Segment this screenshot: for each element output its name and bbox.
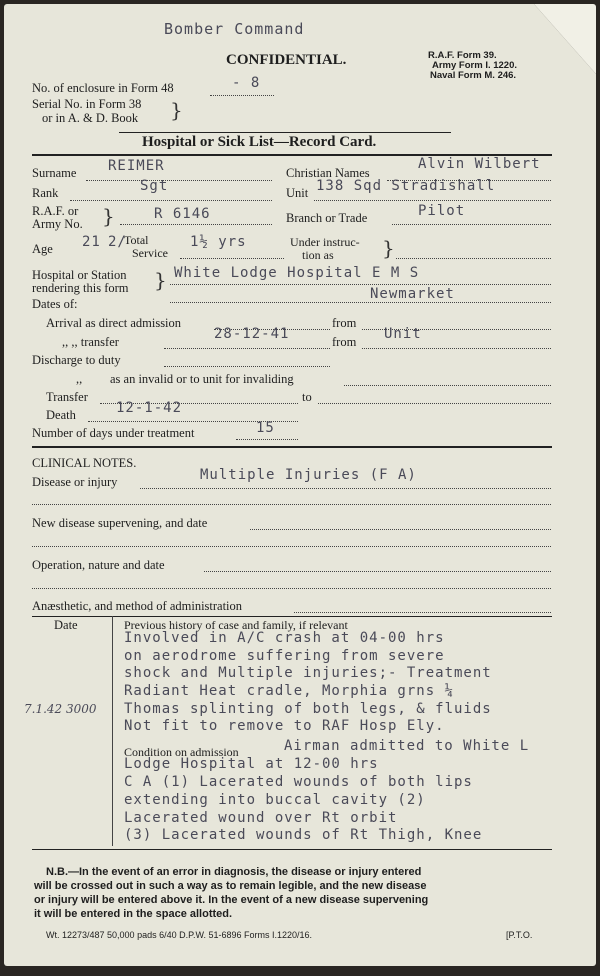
service-label: Service — [132, 246, 168, 260]
transfer2-label: Transfer — [46, 390, 88, 404]
disease-label: Disease or injury — [32, 475, 118, 489]
surname-value: REIMER — [108, 158, 165, 174]
printer-imprint: Wt. 12273/487 50,000 pads 6/40 D.P.W. 51-6896 Forms I.1220/16. — [46, 930, 313, 940]
nb-line-1: N.B.—In the event of an error in diagnosis, the disease or injury entered — [46, 866, 422, 878]
anaesthetic-label: Anæsthetic, and method of administration — [32, 599, 243, 613]
naval-form-no: Naval Form M. 246. — [430, 70, 517, 81]
hospital-value: White Lodge Hospital E M S — [174, 265, 420, 281]
age-label: Age — [32, 242, 53, 256]
branch-label: Branch or Trade — [286, 211, 368, 225]
christian-names-label: Christian Names — [286, 166, 370, 180]
enclosure-value: - 8 — [232, 75, 261, 91]
history-line-1: Involved in A/C crash at 04-00 hrs — [124, 630, 445, 646]
serial-label: Serial No. in Form 38 — [32, 97, 142, 111]
history-label: Previous history of case and family, if relevant — [124, 618, 348, 632]
condition-line-1: Airman admitted to White L — [284, 738, 530, 754]
date-column-label: Date — [54, 618, 78, 632]
condition-line-6: (3) Lacerated wounds of Rt Thigh, Knee — [124, 827, 483, 843]
transfer-from-label: from — [332, 335, 357, 349]
bomber-command-stamp: Bomber Command — [164, 20, 305, 38]
days-label: Number of days under treatment — [32, 426, 195, 440]
total-service-label: Total — [124, 233, 149, 247]
card-title: Hospital or Sick List—Record Card. — [142, 134, 377, 150]
margin-note: 7.1.42 3000 — [24, 702, 97, 716]
condition-line-2: Lodge Hospital at 12-00 hrs — [124, 756, 379, 772]
history-line-4: Radiant Heat cradle, Morphia grns ¼ — [124, 683, 455, 699]
history-line-6: Not fit to remove to RAF Hosp Ely. — [124, 718, 445, 734]
invalid-marks: ,, — [76, 372, 83, 386]
rank-value: Sgt — [140, 178, 169, 194]
age-value: 21 — [82, 234, 101, 250]
confidential-heading: CONFIDENTIAL. — [226, 52, 347, 68]
army-no-label: Army No. — [32, 217, 83, 231]
raf-no-label: R.A.F. or — [32, 204, 79, 218]
nb-line-3: or injury will be entered above it. In the event of a new disease supervening — [34, 894, 429, 906]
service-value: 1½ yrs — [190, 234, 247, 250]
transfer-from-value: Unit — [384, 326, 422, 342]
disease-value: Multiple Injuries (F A) — [200, 467, 417, 483]
unit-value: 138 Sqd Stradishall — [316, 178, 496, 194]
discharge-label: Discharge to duty — [32, 353, 121, 367]
invalid-label: as an invalid or to unit for invaliding — [110, 372, 294, 386]
christian-names-value: Alvin Wilbert — [418, 156, 541, 172]
surname-label: Surname — [32, 166, 77, 180]
service-prefix: 2/ — [108, 234, 127, 250]
condition-line-4: extending into buccal cavity (2) — [124, 792, 426, 808]
arrival-from-label: from — [332, 316, 357, 330]
instruction-label: Under instruc- — [290, 235, 360, 249]
instruction-label-2: tion as — [302, 248, 334, 262]
to-label: to — [302, 390, 312, 404]
condition-line-3: C A (1) Lacerated wounds of both lips — [124, 774, 473, 790]
days-value: 15 — [256, 420, 275, 436]
serial-label-2: or in A. & D. Book — [42, 111, 139, 125]
enclosure-label: No. of enclosure in Form 48 — [32, 81, 174, 95]
history-line-3: shock and Multiple injuries;- Treatment — [124, 665, 492, 681]
death-date: 12-1-42 — [116, 400, 183, 416]
arrival-label: Arrival as direct admission — [46, 316, 182, 330]
nb-line-4: it will be entered in the space allotted. — [34, 908, 233, 920]
dates-label: Dates of: — [32, 297, 78, 311]
nb-line-2: will be crossed out in such a way as to remain legible, and the new disease — [34, 880, 427, 892]
hospital-label-2: rendering this form — [32, 281, 129, 295]
pto-mark: [P.T.O. — [506, 930, 533, 940]
clinical-heading: CLINICAL NOTES. — [32, 456, 137, 470]
raf-no-value: R 6146 — [154, 206, 211, 222]
hospital-location: Newmarket — [370, 286, 455, 302]
unit-label: Unit — [286, 186, 309, 200]
hospital-label: Hospital or Station — [32, 268, 127, 282]
operation-label: Operation, nature and date — [32, 558, 165, 572]
history-line-5: Thomas splinting of both legs, & fluids — [124, 701, 492, 717]
death-label: Death — [46, 408, 76, 422]
transfer-label: ,, ,, transfer — [62, 335, 119, 349]
history-line-2: on aerodrome suffering from severe — [124, 648, 445, 664]
record-card: Bomber Command CONFIDENTIAL. R.A.F. Form 39. Army Form I. 1220. Naval Form M. 246. No. of enclosure in Form 48 - 8 Serial No. in Form 38 or in A. & D. Book } Hospital or Sick List—Record Card. Surname REIMER Christian Names Alvin Wilbert Rank Sgt Unit 138 Sqd Stradishall R.A.F. or Army No. } R 6146 Branch or Trade Pilot Age 21 2/ Total Service 1½ yrs Under instruc- tion as } Hospital or Station rendering this form } White Lodge Hospital E M S Newmarket Dates of: Arrival as direct admission from ,, ,, transfer 28-12-41 from Unit Discharge to duty ,, as an invalid or to unit for invaliding Transfer to Death 12-1-42 Number of days under treatment 15 CLINICAL NOTES. Disease or injury Multiple Injuries (F A) New disease supervening, and date Operation, nature and date Anæsthetic, and method of administration Date Previous history of case and family, if relevant 7.1.42 3000 Involved in A/C crash at 04-00 hrs on aerodrome suffering from severe shock and Multiple injuries;- Treatment Radiant Heat cradle, Morphia grns ¼ Thomas splinting of both legs, & fluids Not fit to remove to RAF Hosp Ely. Condition on admission Airman admitted to White L Lodge Hospital at 12-00 hrs C A (1) Lacerated wounds of both lips extending into buccal cavity (2) Lacerated wound over Rt orbit (3) Lacerated wounds of Rt Thigh, Knee N.B.—In the event of an error in diagnosis, the disease or injury entered will be crossed out in such a way as to remain legible, and the new disease or injury will be entered above it. In the event of a new disease supervening it will be entered in the space allotted. Wt. 12273/487 50,000 pads 6/40 D.P.W. 51-6896 Forms I.1220/16. [P.T.O. — [4, 4, 596, 966]
condition-line-5: Lacerated wound over Rt orbit — [124, 810, 398, 826]
rank-label: Rank — [32, 186, 59, 200]
condition-label: Condition on admission — [124, 745, 239, 759]
new-disease-label: New disease supervening, and date — [32, 516, 208, 530]
army-form-no: Army Form I. 1220. — [432, 60, 518, 71]
branch-value: Pilot — [418, 203, 466, 219]
transfer-date: 28-12-41 — [214, 326, 290, 342]
raf-form-no: R.A.F. Form 39. — [428, 50, 497, 61]
folded-corner — [534, 4, 596, 74]
